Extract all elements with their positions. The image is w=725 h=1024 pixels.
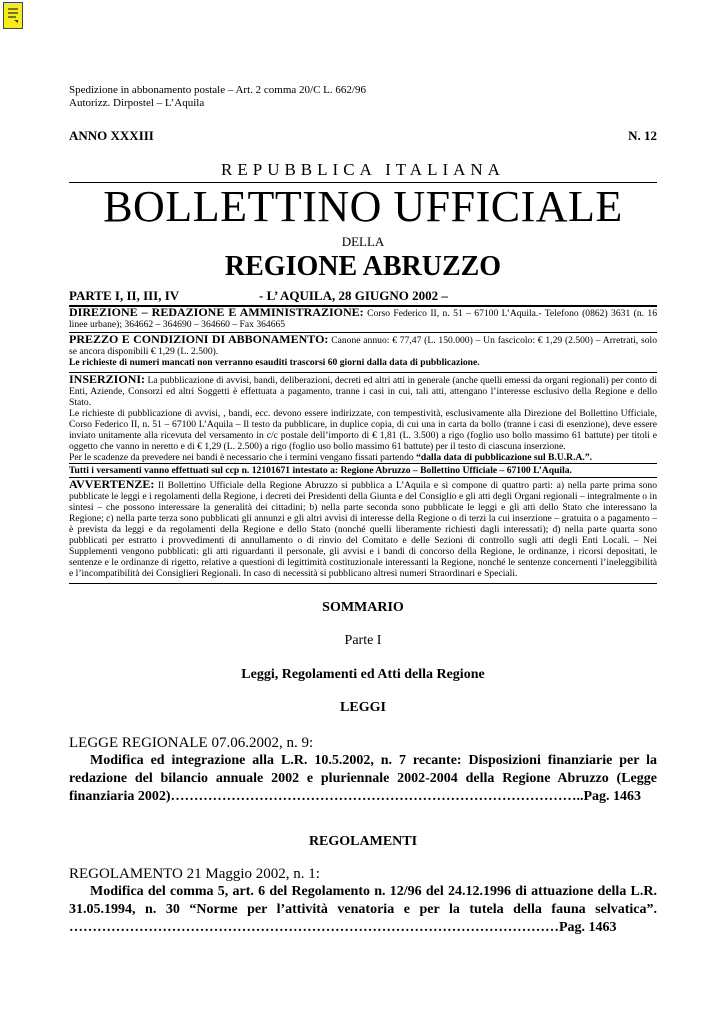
prezzo-block bbox=[69, 334, 657, 368]
parte-title: Parte I bbox=[344, 633, 382, 648]
issue-number: N. 12 bbox=[628, 128, 657, 143]
scadenze-text: Per le scadenze da prevedere nei bandi è necessario che i termini vengano fissati partendo bbox=[69, 452, 417, 463]
rule-6 bbox=[69, 583, 657, 584]
direzione-text: Corso Federico II, n. 51 – 67100 L’Aquila.- Telefono (0862) 3631 (n. 16 linee urbane); 364662 – 364690 – 364660 – Fax 364665 bbox=[69, 308, 658, 330]
avvertenze-block bbox=[69, 479, 657, 579]
prezzo-heading: PREZZO E CONDIZIONI DI ABBONAMENTO: bbox=[69, 332, 329, 346]
issue-line bbox=[69, 128, 657, 144]
bulletin-title: BOLLETTINO UFFICIALE bbox=[103, 182, 623, 231]
issue-year: ANNO XXXIII bbox=[69, 128, 154, 143]
rule-5 bbox=[69, 477, 657, 478]
prezzo-text: Canone annuo: € 77,47 (L. 150.000) – Un fascicolo: € 1,29 (2.500) – Arretrati, solo se ancora disponibili € 1,29 (L. 2.500). bbox=[69, 335, 657, 357]
parte-label: PARTE I, II, III, IV bbox=[69, 288, 180, 303]
sommario-title: SOMMARIO bbox=[322, 600, 404, 615]
avvertenze-heading: AVVERTENZE: bbox=[69, 477, 155, 491]
parte-line bbox=[69, 288, 657, 304]
avvertenze-text: Il Bollettino Ufficiale della Regione Abruzzo si pubblica a L’Aquila e si compone di quattro parti: a) nella parte prima sono pubblicate le leggi e i regolamenti della Regione, i decreti dei Presidenti della Giunta e del Consiglio e gli atti degli Organi regionali – integralmente o in sintesi – che possono interessare la generalità dei cittadini; b) nella parte seconda sono pubblicate le leggi e gli atti dello Stato che interessano la Regione; c) nella parte terza sono pubblicati gli annunzi e gli altri avvisi di interesse della Regione o di terzi la cui inserzione – gratuita o a pagamento – è prevista da leggi e da regolamenti della Regione e dello Stato (nonché quelli liberamente richiesti dagli interessati); d) nella parte quarta sono pubblicati per estratto i provvedimenti di annullamento o di rinvio del Comitato e delle Sezioni di controllo sugli atti degli Enti Locali. – Nei Supplementi vengono pubblicati: gli atti riguardanti il personale, gli avvisi e i bandi di concorso della Regione, le ordinanze, i ricorsi depositati, le sentenze e le ordinanze di rigetto, relative a questioni di legittimità costituzionale interessanti la Regione, nonché le sentenze concernenti l’ineleggibilità e l’incompatibilità dei Consiglieri Regionali. In caso di necessità si pubblicano altresì numeri Straordinari e Speciali. bbox=[69, 480, 657, 579]
postal-info bbox=[69, 84, 366, 110]
repubblica-italiana: REPUBBLICA ITALIANA bbox=[221, 160, 505, 179]
note-icon[interactable] bbox=[3, 2, 23, 29]
issue-date: - L’ AQUILA, 28 GIUGNO 2002 – bbox=[259, 288, 448, 303]
inserzioni-text-2: Le richieste di pubblicazione di avvisi, , bandi, ecc. devono essere indirizzate, con tempestività, esclusivamente alla Direzione del Bollettino Ufficiale, Corso Federico II, n. 51 – 67100 L’Aquila – Il testo da pubblicare, in duplice copia, di cui una in carta da bollo (tranne i casi di esenzione), deve essere inviato unitamente alla ricevuta del versamento in c/c postale dell’importo di € 1,81 (L. 3.500) a rigo (foglio uso bollo massimo 61 battute) per titoli e oggetto che vanno in neretto e di € 1,29 (L. 2.500) a rigo (foglio uso bollo massimo 61 battute) per il testo di ciascuna inserzione. bbox=[69, 408, 657, 452]
inserzioni-block bbox=[69, 374, 657, 463]
postal-line-1: Spedizione in abbonamento postale – Art. 2 comma 20/C L. 662/96 bbox=[69, 84, 366, 96]
regolamenti-title: REGOLAMENTI bbox=[308, 834, 418, 849]
direzione-block bbox=[69, 307, 657, 330]
leggi-title: LEGGI bbox=[340, 700, 386, 715]
regolamento-description[interactable]: Modifica del comma 5, art. 6 del Regolamento n. 12/96 del 24.12.1996 di attuazione della L.R. 31.05.1994, n. 30 “Norme per l’attività venatoria e per la tutela della fauna selvatica”. ……………………………………………………………………………………………Pag. 1463 bbox=[69, 884, 657, 935]
versamenti-line: Tutti i versamenti vanno effettuati sul ccp n. 12101671 intestato a: Regione Abruzzo – Bollettino Ufficiale – 67100 L’Aquila. bbox=[69, 465, 572, 476]
legge-description[interactable]: Modifica ed integrazione alla L.R. 10.5.2002, n. 7 recante: Disposizioni finanziarie per la redazione del bilancio annuale 2002 e pluriennale 2002-2004 della Regione Abruzzo (Legge finanziaria 2002)……………………………………………………………………………..Pag. 1463 bbox=[69, 753, 657, 804]
della-label: DELLA bbox=[341, 234, 385, 249]
inserzioni-text: La pubblicazione di avvisi, bandi, deliberazioni, decreti ed altri atti in generale (anche quelli emessi da organi regionali) per conto di Enti, Aziende, Consorzi ed altri Soggetti è effettuata a pagamento, tranne i casi in cui, tali atti, attengano l’interesse esclusivo della Regione e dello Stato. bbox=[69, 375, 657, 408]
regolamento-entry bbox=[69, 865, 657, 937]
scadenze-bold: “dalla data di pubblicazione sul B.U.R.A.”. bbox=[416, 452, 593, 463]
regolamento-title: REGOLAMENTO 21 Maggio 2002, n. 1: bbox=[69, 866, 320, 882]
postal-line-2: Autorizz. Dirpostel – L’Aquila bbox=[69, 97, 205, 109]
legge-title: LEGGE REGIONALE 07.06.2002, n. 9: bbox=[69, 735, 314, 751]
section-title: Leggi, Regolamenti ed Atti della Regione bbox=[241, 667, 485, 682]
legge-entry bbox=[69, 734, 657, 806]
direzione-heading: DIREZIONE – REDAZIONE E AMMINISTRAZIONE: bbox=[69, 305, 364, 319]
rule-4 bbox=[69, 463, 657, 464]
rule-3 bbox=[69, 372, 657, 373]
prezzo-note: Le richieste di numeri mancati non verranno esauditi trascorsi 60 giorni dalla data di pubblicazione. bbox=[69, 357, 480, 368]
inserzioni-heading: INSERZIONI: bbox=[69, 372, 146, 386]
regione-title: REGIONE ABRUZZO bbox=[224, 251, 502, 282]
